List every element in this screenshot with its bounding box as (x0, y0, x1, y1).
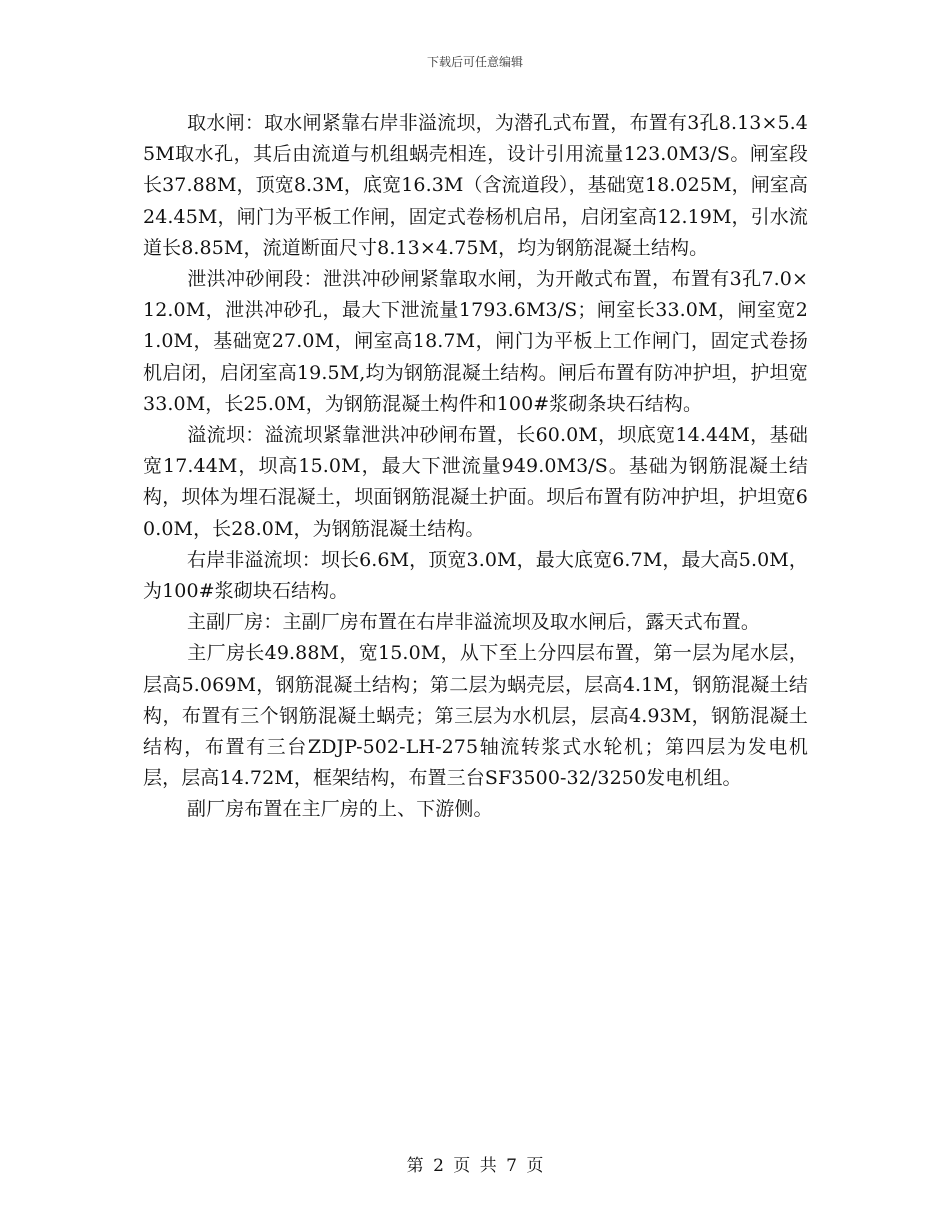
paragraph-overflow-dam (143, 420, 808, 545)
paragraph-non-overflow-dam (143, 545, 808, 607)
paragraph-auxiliary-powerhouse (143, 794, 808, 825)
paragraph-main-powerhouse (143, 638, 808, 794)
paragraph-flood-sluice (143, 264, 808, 420)
page-number-footer: 第 2 页 共 7 页 (406, 1156, 544, 1176)
paragraph-text: 右岸非溢流坝：坝长6.6M，顶宽3.0M，最大底宽6.7M，最大高5.0M，为100#浆砌块石结构。 (143, 548, 808, 603)
paragraph-text: 副厂房布置在主厂房的上、下游侧。 (187, 798, 493, 821)
paragraph-text: 主厂房长49.88M，宽15.0M，从下至上分四层布置，第一层为尾水层，层高5.069M，钢筋混凝土结构；第二层为蜗壳层，层高4.1M，钢筋混凝土结构，布置有三个钢筋混凝土蜗壳；第三层为水机层，层高4.93M，钢筋混凝土结构，布置有三台ZDJP-502-LH-275轴流转浆式水轮机；第四层为发电机层，层高14.72M，框架结构，布置三台SF3500-32/3250发电机组。 (143, 642, 808, 790)
paragraph-text: 取水闸：取水闸紧靠右岸非溢流坝，为潜孔式布置，布置有3孔8.13×5.45M取水孔，其后由流道与机组蜗壳相连，设计引用流量123.0M3/S。闸室段长37.88M，顶宽8.3M，底宽16.3M（含流道段），基础宽18.025M，闸室高24.45M，闸门为平板工作闸，固定式卷杨机启吊，启闭室高12.19M，引水流道长8.85M，流道断面尺寸8.13×4.75M，均为钢筋混凝土结构。 (143, 112, 809, 259)
page-header: 下载后可任意编辑 (426, 55, 523, 69)
paragraph-powerhouse (143, 607, 808, 638)
paragraph-text: 泄洪冲砂闸段：泄洪冲砂闸紧靠取水闸，为开敞式布置，布置有3孔7.0×12.0M，泄洪冲砂孔，最大下泄流量1793.6M3/S；闸室长33.0M，闸室宽21.0M，基础宽27.0M，闸室高18.7M，闸门为平板上工作闸门，固定式卷扬机启闭，启闭室高19.5M,均为钢筋混凝土结构。闸后布置有防冲护坦，护坦宽33.0M，长25.0M，为钢筋混凝土构件和100#浆砌条块石结构。 (143, 268, 808, 415)
paragraph-text: 溢流坝：溢流坝紧靠泄洪冲砂闸布置，长60.0M，坝底宽14.44M，基础宽17.44M，坝高15.0M，最大下泄流量949.0M3/S。基础为钢筋混凝土结构，坝体为埋石混凝土，坝面钢筋混凝土护面。坝后布置有防冲护坦，护坦宽60.0M，长28.0M，为钢筋混凝土结构。 (143, 424, 808, 540)
paragraph-intake-gate (143, 108, 808, 264)
paragraph-text: 主副厂房：主副厂房布置在右岸非溢流坝及取水闸后，露天式布置。 (187, 611, 761, 634)
document-body (143, 108, 808, 826)
